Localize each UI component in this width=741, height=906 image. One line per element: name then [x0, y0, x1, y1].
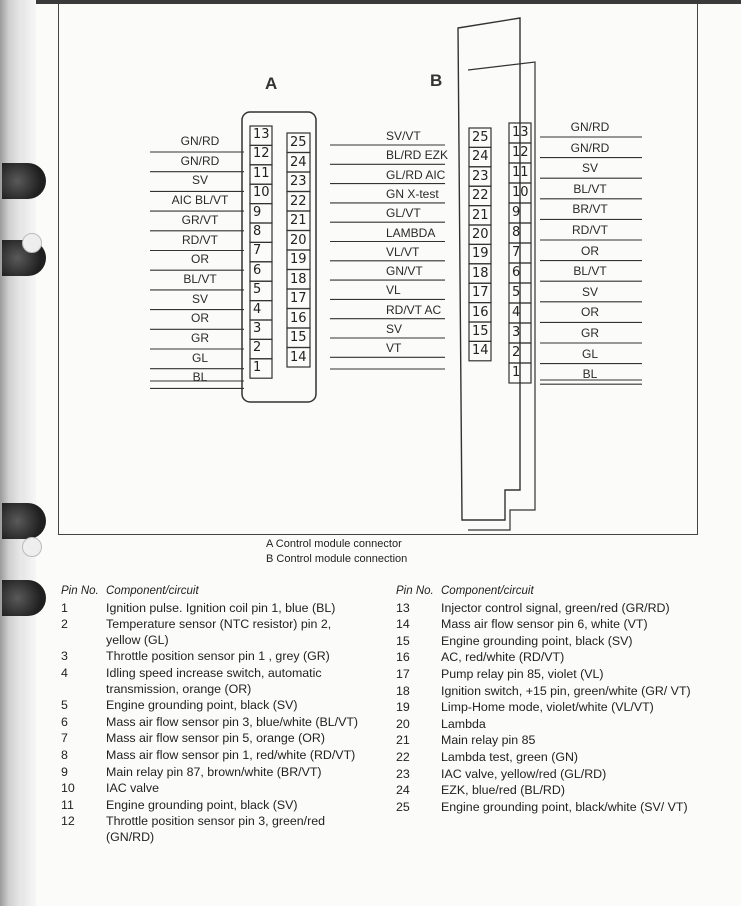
table-row: [61, 765, 361, 781]
wire-label: VL: [386, 283, 401, 298]
pin-label: 7: [512, 245, 521, 260]
pin-label: 14: [472, 343, 489, 359]
table-header: [61, 584, 361, 600]
pin-label: 2: [253, 340, 262, 356]
wire-label: OR: [581, 305, 599, 320]
wire-label: BL/VT: [573, 181, 607, 196]
pin-label: 6: [512, 265, 521, 280]
table-row: [396, 617, 696, 633]
pin-label: 3: [512, 325, 521, 340]
pin-number: 17: [396, 666, 410, 681]
table-row: [61, 798, 361, 814]
wire-label: SV: [581, 161, 599, 176]
pin-number: 19: [396, 700, 410, 715]
pin-number: 3: [61, 649, 68, 664]
table-row: [61, 666, 361, 697]
wire-label: SV: [581, 284, 599, 299]
table-header: [396, 584, 696, 600]
pin-description: Lambda: [441, 716, 486, 731]
table-row: [396, 767, 696, 783]
pin-label: 2: [512, 345, 521, 360]
wire-label: BL/RD EZK: [386, 148, 449, 163]
wire-label: RD/VT: [182, 232, 218, 247]
pin-description: Mass air flow sensor pin 3, blue/white (BL/VT): [106, 714, 359, 729]
pin-label: 12: [253, 146, 270, 162]
pin-label: 7: [253, 243, 262, 259]
table-row: [61, 715, 361, 731]
wire-label: GN/VT: [386, 264, 423, 279]
table-row: [61, 731, 361, 747]
wire-label: VT: [386, 341, 402, 356]
pin-label: 25: [472, 130, 489, 145]
pin-number: 16: [396, 650, 410, 665]
pin-description: Limp-Home mode, violet/white (VL/VT): [441, 700, 654, 715]
binder-ring-icon: [2, 580, 46, 616]
wire-label: GL: [581, 346, 599, 361]
pin-description: Lambda test, green (GN): [441, 749, 579, 764]
table-row: [396, 717, 696, 733]
pin-description: Engine grounding point, black (SV): [106, 797, 298, 812]
pin-label: 13: [253, 127, 270, 142]
pin-label: 9: [512, 205, 521, 220]
header-pin: Pin No.: [61, 585, 99, 597]
pin-description: Mass air flow sensor pin 5, orange (OR): [106, 731, 325, 746]
pin-description: AC, red/white (RD/VT): [441, 650, 565, 665]
pin-label: 4: [253, 301, 262, 317]
pin-label: 4: [512, 305, 521, 320]
pin-number: 8: [61, 747, 68, 762]
pin-description: Mass air flow sensor pin 6, white (VT): [441, 617, 648, 632]
wire-label: GL: [191, 350, 209, 365]
pin-description: Engine grounding point, black (SV): [106, 698, 298, 713]
wire-label: BL/VT: [573, 264, 607, 279]
pin-label: 21: [290, 213, 307, 228]
caption-a: A Control module connector: [266, 538, 402, 550]
pin-number: 15: [396, 633, 410, 648]
pin-number: 2: [61, 617, 68, 632]
wire-label: OR: [581, 243, 599, 258]
table-row: [396, 700, 696, 716]
pin-label: 23: [290, 174, 307, 189]
header-component: Component/circuit: [441, 585, 534, 597]
wire-label: BR/VT: [572, 202, 608, 217]
pin-number: 20: [396, 716, 410, 731]
pin-label: 18: [290, 271, 307, 287]
wire-label: RD/VT: [572, 223, 608, 237]
pin-number: 18: [396, 683, 410, 698]
pin-number: 9: [61, 764, 68, 779]
table-row: [396, 601, 696, 617]
wire-label: SV: [191, 291, 209, 306]
pin-label: 11: [253, 165, 270, 181]
caption-b: B Control module connection: [266, 553, 408, 565]
pin-description: Throttle position sensor pin 1 , grey (GR): [106, 649, 330, 664]
pin-label: 24: [472, 149, 489, 165]
connector-b-housing: [458, 18, 520, 520]
pin-label: 15: [290, 330, 307, 345]
pin-number: 13: [396, 600, 410, 615]
wire-label: BL: [582, 367, 598, 382]
table-row: [396, 667, 696, 683]
table-row: [396, 650, 696, 666]
wire-label: GR: [581, 326, 599, 340]
pin-number: 7: [61, 731, 68, 746]
wire-label: GL/RD AIC: [386, 167, 446, 182]
wire-label: VL/VT: [386, 244, 420, 259]
wire-label: SV: [386, 322, 403, 336]
table-row: [61, 649, 361, 665]
connector-a-title: A: [265, 74, 278, 93]
pin-description: Ignition switch, +15 pin, green/white (GR/ VT): [441, 683, 691, 698]
pin-number: 21: [396, 733, 410, 748]
pin-description: Main relay pin 87, brown/white (BR/VT): [106, 764, 322, 779]
wire-label: OR: [191, 252, 209, 267]
wire-label: BL: [192, 370, 208, 385]
pin-description: Engine grounding point, black (SV): [441, 633, 633, 648]
pin-number: 12: [61, 814, 75, 829]
pin-label: 24: [290, 154, 307, 170]
wire-label: GN/RD: [180, 134, 220, 148]
table-row: [61, 617, 361, 648]
pin-number: 14: [396, 617, 410, 632]
wire-label: GN/RD: [570, 140, 610, 155]
pin-number: 22: [396, 749, 410, 764]
pin-label: 25: [290, 135, 307, 150]
table-row: [396, 783, 696, 799]
pin-label: 13: [512, 125, 529, 140]
wire-label: SV/VT: [386, 129, 421, 143]
pin-label: 17: [290, 291, 307, 306]
pin-label: 11: [512, 165, 529, 180]
table-row: [396, 684, 696, 700]
pin-label: 23: [472, 168, 489, 184]
header-component: Component/circuit: [106, 585, 199, 597]
pin-table-right: [396, 584, 696, 816]
pin-label: 21: [472, 207, 489, 223]
table-row: [61, 748, 361, 764]
pin-description: Throttle position sensor pin 3, green/red (GN/RD): [106, 814, 326, 844]
pin-label: 12: [512, 145, 529, 160]
pin-label: 19: [472, 246, 489, 262]
pin-description: Idling speed increase switch, automatic transmission, orange (OR): [106, 665, 322, 696]
pin-label: 14: [290, 349, 307, 365]
binder-hole-icon: [22, 537, 42, 557]
pin-label: 1: [253, 359, 262, 375]
table-row: [61, 814, 361, 845]
wire-label: GN/RD: [570, 120, 610, 134]
pin-label: 22: [290, 193, 307, 209]
pin-description: EZK, blue/red (BL/RD): [441, 783, 565, 798]
wire-label: BL/VT: [183, 271, 217, 286]
pin-label: 17: [472, 285, 489, 301]
pin-description: IAC valve, yellow/red (GL/RD): [441, 766, 607, 781]
pin-description: Main relay pin 85: [441, 733, 536, 748]
pin-label: 6: [253, 262, 262, 278]
wire-label: OR: [191, 311, 209, 326]
table-row: [396, 733, 696, 749]
pin-label: 5: [253, 282, 262, 298]
wire-label: GL/VT: [386, 206, 421, 221]
wire-label: GR/VT: [181, 212, 219, 227]
table-row: [396, 800, 696, 816]
pin-description: Pump relay pin 85, violet (VL): [441, 666, 604, 681]
pin-label: 8: [512, 225, 521, 240]
pin-description: Injector control signal, green/red (GR/RD): [441, 600, 670, 615]
pin-label: 20: [472, 227, 489, 242]
pin-label: 16: [472, 304, 489, 320]
table-row: [396, 634, 696, 650]
wire-label: RD/VT AC: [386, 302, 442, 317]
pin-number: 25: [396, 799, 410, 814]
pin-table-left: [61, 584, 361, 847]
pin-label: 20: [290, 232, 307, 248]
pin-number: 11: [61, 797, 74, 812]
table-row: [61, 601, 361, 617]
pin-description: Mass air flow sensor pin 1, red/white (RD/VT): [106, 747, 356, 762]
wire-label: LAMBDA: [386, 225, 436, 240]
connector-b-title: B: [430, 71, 443, 90]
pin-label: 5: [512, 285, 521, 300]
pin-label: 19: [290, 252, 307, 267]
pin-number: 5: [61, 698, 68, 713]
pin-number: 4: [61, 665, 68, 680]
pin-number: 24: [396, 783, 410, 798]
header-pin: Pin No.: [396, 585, 434, 597]
pin-description: Temperature sensor (NTC resistor) pin 2, yellow (GL): [106, 617, 332, 647]
wire-label: GN X-test: [386, 186, 439, 201]
pin-description: IAC valve: [106, 781, 160, 796]
pin-label: 8: [253, 224, 262, 239]
pin-label: 16: [290, 310, 307, 326]
table-row: [61, 698, 361, 714]
table-row: [61, 781, 361, 797]
wire-label: GN/RD: [180, 153, 220, 168]
wire-label: SV: [191, 173, 209, 188]
pin-label: 10: [253, 185, 270, 201]
pin-number: 23: [396, 766, 410, 781]
pin-label: 10: [512, 185, 529, 200]
pin-number: 1: [61, 600, 68, 615]
pin-label: 18: [472, 265, 489, 281]
pin-number: 10: [61, 781, 75, 796]
table-row: [396, 750, 696, 766]
pin-description: Engine grounding point, black/white (SV/ VT): [441, 799, 688, 814]
pin-label: 9: [253, 204, 262, 220]
wire-label: GR: [191, 331, 209, 345]
wire-label: AIC BL/VT: [171, 193, 229, 208]
pin-description: Ignition pulse. Ignition coil pin 1, blue (BL): [106, 600, 336, 615]
pin-label: 22: [472, 188, 489, 204]
pin-label: 15: [472, 324, 489, 339]
pin-label: 3: [253, 321, 262, 336]
pin-label: 1: [512, 365, 521, 380]
pin-number: 6: [61, 714, 68, 729]
